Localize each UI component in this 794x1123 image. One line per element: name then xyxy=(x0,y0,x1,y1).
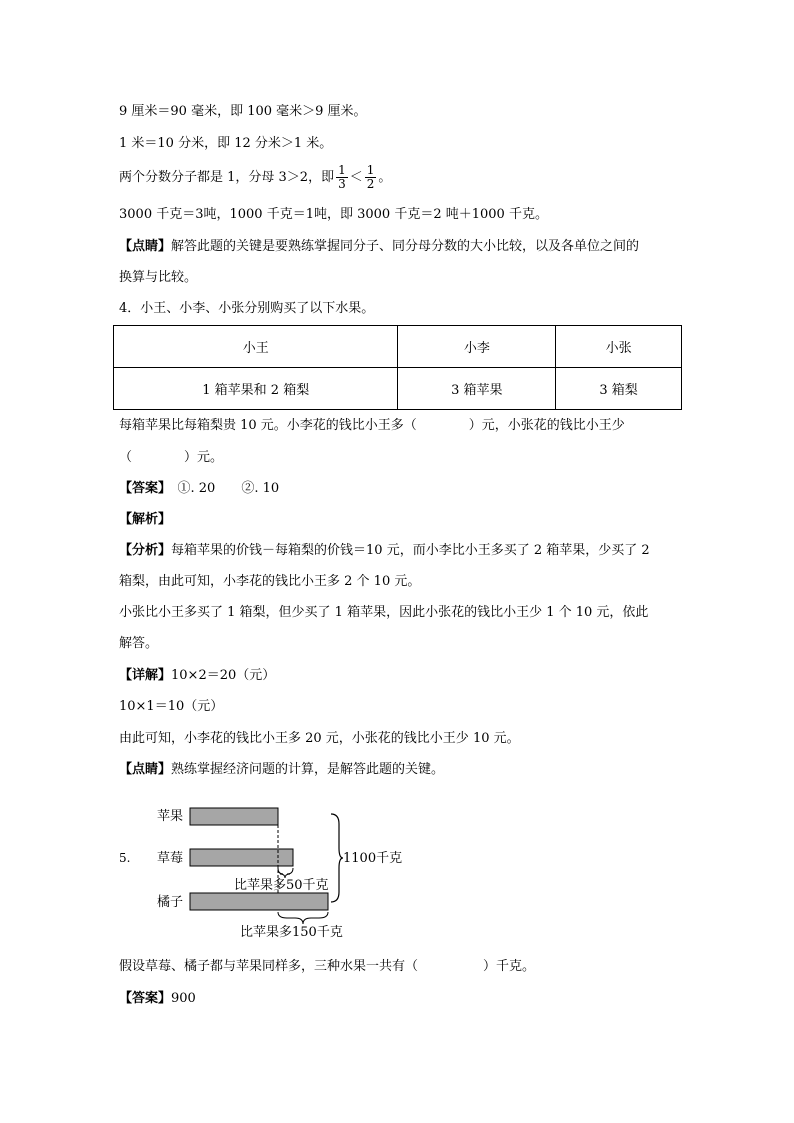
table-header-cell: 小李 xyxy=(398,326,556,368)
table-header-row xyxy=(114,326,682,368)
text-line: 由此可知，小李花的钱比小王多 20 元，小张花的钱比小王少 10 元。 xyxy=(119,731,520,746)
text-line: 箱梨，由此可知，小李花的钱比小王多 2 个 10 元。 xyxy=(119,574,421,589)
fraction-denominator: 3 xyxy=(338,177,346,191)
question-text: （ ）元。 xyxy=(119,450,224,465)
analysis-subtag: 【分析】 xyxy=(119,543,172,558)
fraction-one-half xyxy=(365,164,377,191)
orange-extra-label: 比苹果多150千克 xyxy=(240,925,343,940)
text-line: 10×1＝10（元） xyxy=(119,699,224,714)
text-span: 两个分数分子都是 1，分母 3＞2，即 xyxy=(119,170,335,185)
answer-text: ①. 20 ②. 10 xyxy=(164,481,280,496)
answer-tag: 【答案】 xyxy=(119,991,172,1006)
text-line: 9 厘米＝90 毫米，即 100 毫米＞9 厘米。 xyxy=(119,104,367,119)
table-row xyxy=(114,368,682,410)
note-line xyxy=(119,237,639,257)
orange-extra-brace xyxy=(278,912,328,924)
orange-label: 橘子 xyxy=(157,895,184,910)
question-5-text: 假设草莓、橘子都与苹果同样多，三种水果一共有（ ）千克。 xyxy=(119,959,536,974)
less-than-sign: ＜ xyxy=(349,170,363,185)
text-line: 3000 千克＝3吨，1000 千克＝1吨，即 3000 千克＝2 吨＋1000 千克。 xyxy=(119,207,548,222)
table-cell: 3 箱苹果 xyxy=(398,368,556,410)
analysis-text: 每箱苹果的价钱－每箱梨的价钱＝10 元，而小李比小王多买了 2 箱苹果，少买了 2 xyxy=(171,543,650,558)
note-tag: 【点睛】 xyxy=(119,239,172,254)
analysis-line xyxy=(119,541,650,561)
table-header-cell: 小张 xyxy=(556,326,682,368)
total-weight-label: 1100千克 xyxy=(343,851,403,866)
orange-bar xyxy=(190,893,328,910)
answer-line xyxy=(119,989,196,1009)
text-span: 。 xyxy=(378,170,392,185)
fraction-numerator: 1 xyxy=(366,163,375,177)
analysis-tag: 【解析】 xyxy=(119,512,172,527)
text-line: 换算与比较。 xyxy=(119,270,198,285)
detail-line xyxy=(119,666,275,686)
question-5-number: 5. xyxy=(119,851,131,865)
fraction-comparison-line xyxy=(119,163,391,193)
text-line: 小张比小王多买了 1 箱梨，但少买了 1 箱苹果，因此小张花的钱比小王少 1 个 10 元，依此 xyxy=(119,605,649,620)
answer-line xyxy=(119,479,279,499)
apple-label: 苹果 xyxy=(157,809,184,824)
note-line xyxy=(119,760,444,780)
apple-bar xyxy=(190,808,278,825)
fruit-bar-diagram xyxy=(119,798,419,948)
answer-tag: 【答案】 xyxy=(119,481,165,496)
table-header-cell: 小王 xyxy=(114,326,398,368)
fraction-denominator: 2 xyxy=(366,177,375,191)
table-cell: 3 箱梨 xyxy=(556,368,682,410)
text-line: 解答。 xyxy=(119,636,159,651)
detail-text: 10×2＝20（元） xyxy=(171,668,276,683)
fruit-table xyxy=(113,325,682,410)
table-cell: 1 箱苹果和 2 箱梨 xyxy=(114,368,398,410)
total-brace xyxy=(331,814,343,902)
note-text: 解答此题的关键是要熟练掌握同分子、同分母分数的大小比较，以及各单位之间的 xyxy=(171,239,640,254)
detail-tag: 【详解】 xyxy=(119,668,172,683)
strawberry-extra-label: 比苹果多50千克 xyxy=(234,878,329,893)
question-4-title: 4．小王、小李、小张分别购买了以下水果。 xyxy=(119,301,375,316)
text-line: 1 米＝10 分米，即 12 分米＞1 米。 xyxy=(119,136,333,151)
strawberry-extra-brace xyxy=(278,868,293,878)
fraction-one-third xyxy=(336,164,348,191)
note-tag: 【点睛】 xyxy=(119,762,172,777)
question-text: 每箱苹果比每箱梨贵 10 元。小李花的钱比小王多（ ）元，小张花的钱比小王少 xyxy=(119,418,625,433)
fraction-numerator: 1 xyxy=(338,163,346,177)
answer-text: 900 xyxy=(171,991,196,1006)
strawberry-label: 草莓 xyxy=(157,851,184,866)
note-text: 熟练掌握经济问题的计算，是解答此题的关键。 xyxy=(171,762,445,777)
